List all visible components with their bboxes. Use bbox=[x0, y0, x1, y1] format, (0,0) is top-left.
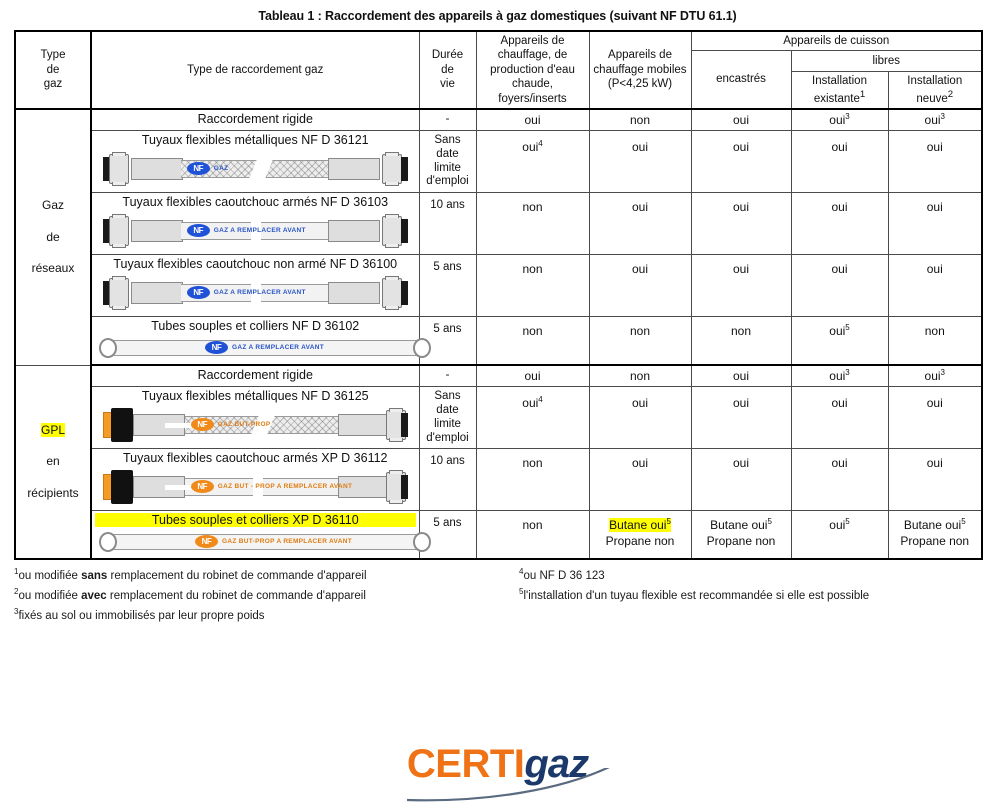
mobiles-cell: oui bbox=[589, 193, 691, 255]
connection-type-label: Tubes souples et colliers XP D 36110 bbox=[95, 513, 416, 527]
connection-type-label: Tubes souples et colliers NF D 36102 bbox=[151, 319, 360, 334]
mobiles-cell: oui bbox=[589, 131, 691, 193]
row-label-cell bbox=[91, 255, 419, 317]
chauffage-cell: non bbox=[476, 449, 589, 511]
group-label-gpl-recipients bbox=[15, 365, 91, 559]
chauffage-cell: oui bbox=[476, 109, 589, 131]
encastres-cell: oui bbox=[691, 131, 791, 193]
table-row bbox=[15, 365, 982, 387]
table-row bbox=[15, 131, 982, 193]
encastres-cell: oui bbox=[691, 193, 791, 255]
existante-cell: oui bbox=[791, 131, 888, 193]
duree-line-2: de bbox=[441, 63, 454, 76]
chauffage-cell: non bbox=[476, 317, 589, 366]
footnote-ref-1: 1 bbox=[859, 88, 866, 100]
duree-line-3: vie bbox=[440, 78, 455, 91]
footnote-4: $^4$ou NF D 36 123 bbox=[519, 567, 605, 583]
header-type-raccordement: Type de raccordement gaz bbox=[91, 31, 419, 109]
chauffage-cell: oui$^4$ bbox=[476, 387, 589, 449]
gas-connection-table bbox=[14, 30, 983, 560]
duree-cell: - bbox=[419, 109, 476, 131]
header-appareils-cuisson: Appareils de cuisson bbox=[691, 31, 982, 51]
header-line-2: de bbox=[46, 63, 60, 76]
header-libres: libres bbox=[791, 51, 982, 72]
duree-cell: 5 ans bbox=[419, 511, 476, 560]
header-type-de-gaz bbox=[15, 31, 91, 109]
row-label-cell bbox=[91, 449, 419, 511]
duree-cell: 10 ans bbox=[419, 193, 476, 255]
neuve-cell: non bbox=[888, 317, 982, 366]
rubber-plain-hose-blue-nf-icon bbox=[103, 273, 408, 313]
neuve-line-1: Butane oui$^5$ bbox=[903, 517, 966, 533]
neuve-cell: oui$^3$ bbox=[888, 109, 982, 131]
footnotes-left-column bbox=[14, 566, 494, 625]
ring-clamp-tube-orange-nf-icon bbox=[95, 529, 435, 555]
encastres-cell: oui bbox=[691, 449, 791, 511]
metal-braided-hose-orange-nf-icon bbox=[103, 405, 408, 445]
chauffage-cell: non bbox=[476, 193, 589, 255]
encastres-cell bbox=[691, 511, 791, 560]
duree-line-1: Durée bbox=[431, 49, 464, 62]
footnote-ref-2: 2 bbox=[947, 88, 954, 100]
encastres-line-2: Propane non bbox=[706, 534, 776, 549]
existante-cell: oui$^3$ bbox=[791, 109, 888, 131]
header-line-3: gaz bbox=[43, 78, 63, 91]
encastres-cell: oui bbox=[691, 109, 791, 131]
row-label-cell bbox=[91, 109, 419, 131]
group-label-line-2: de bbox=[46, 229, 60, 244]
chauffage-cell: oui$^4$ bbox=[476, 131, 589, 193]
mobiles-cell bbox=[589, 511, 691, 560]
neuve-cell: oui bbox=[888, 255, 982, 317]
nf-mark-icon: NF GAZ A REMPLACER AVANT bbox=[187, 224, 306, 237]
nf-mark-icon: NF GAZ bbox=[187, 162, 229, 175]
table-row bbox=[15, 387, 982, 449]
header-appareils-chauffage-mobiles: Appareils de chauffage mobiles (P<4,25 kW) bbox=[589, 31, 691, 109]
encastres-cell: oui bbox=[691, 387, 791, 449]
mobiles-cell: oui bbox=[589, 255, 691, 317]
group-label-line-1: Gaz bbox=[41, 198, 64, 213]
row-label-cell bbox=[91, 317, 419, 366]
encastres-cell: non bbox=[691, 317, 791, 366]
table-row bbox=[15, 193, 982, 255]
footnote-2: $^2$ou modifiée avec remplacement du robinet de commande d'appareil bbox=[14, 586, 366, 602]
connection-type-label: Raccordement rigide bbox=[197, 368, 313, 383]
chauffage-cell: oui bbox=[476, 365, 589, 387]
existante-cell: oui bbox=[791, 255, 888, 317]
mobiles-cell: non bbox=[589, 365, 691, 387]
footnote-1: $^1$ou modifiée sans remplacement du robinet de commande d'appareil bbox=[14, 567, 367, 583]
footnote-5: $^5$l'installation d'un tuyau flexible est recommandée si elle est possible bbox=[519, 586, 870, 602]
group-label-line-2: en bbox=[46, 454, 60, 469]
neuve-cell: oui$^3$ bbox=[888, 365, 982, 387]
connection-type-label: Tuyaux flexibles caoutchouc armés NF D 36103 bbox=[122, 195, 389, 210]
existante-cell: oui bbox=[791, 387, 888, 449]
chauffage-cell: non bbox=[476, 255, 589, 317]
footnote-3: $^3$fixés au sol ou immobilisés par leur propre poids bbox=[14, 606, 265, 622]
installation-existante-text: Installation existante bbox=[812, 75, 867, 105]
duree-cell: 10 ans bbox=[419, 449, 476, 511]
existante-cell: oui$^5$ bbox=[791, 511, 888, 560]
header-encastres: encastrés bbox=[691, 51, 791, 109]
duree-cell: Sans date limite d'emploi bbox=[419, 387, 476, 449]
table-row bbox=[15, 109, 982, 131]
nf-mark-icon: NF GAZ BUT-PROP bbox=[191, 418, 271, 431]
row-label-cell bbox=[91, 365, 419, 387]
neuve-cell: oui bbox=[888, 387, 982, 449]
connection-type-label: Tuyaux flexibles métalliques NF D 36125 bbox=[141, 389, 369, 404]
row-label-cell bbox=[91, 511, 419, 560]
nf-mark-icon: NF GAZ BUT-PROP A REMPLACER AVANT bbox=[195, 535, 352, 548]
neuve-cell: oui bbox=[888, 131, 982, 193]
neuve-cell: oui bbox=[888, 449, 982, 511]
group-label-line-3: réseaux bbox=[31, 260, 75, 275]
page-title: Tableau 1 : Raccordement des appareils à gaz domestiques (suivant NF DTU 61.1) bbox=[258, 9, 737, 23]
duree-cell: 5 ans bbox=[419, 317, 476, 366]
header-appareils-chauffage: Appareils de chauffage, de production d'eau chaude, foyers/inserts bbox=[476, 31, 589, 109]
table-row bbox=[15, 255, 982, 317]
logo-gaz-text: gaz bbox=[524, 742, 589, 786]
row-label-cell bbox=[91, 193, 419, 255]
encastres-line-1: Butane oui$^5$ bbox=[710, 517, 772, 533]
table-row bbox=[15, 449, 982, 511]
encastres-cell: oui bbox=[691, 255, 791, 317]
existante-cell: oui$^5$ bbox=[791, 317, 888, 366]
mobiles-cell: non bbox=[589, 317, 691, 366]
mobiles-cell: oui bbox=[589, 387, 691, 449]
table-row bbox=[15, 317, 982, 366]
footnotes-right-column bbox=[519, 566, 989, 605]
table-row bbox=[15, 511, 982, 560]
row-label-cell bbox=[91, 387, 419, 449]
encastres-cell: oui bbox=[691, 365, 791, 387]
table-header bbox=[15, 31, 982, 109]
group-label-gaz-reseaux bbox=[15, 109, 91, 365]
rubber-armed-hose-blue-nf-icon bbox=[103, 211, 408, 251]
mobiles-line-1: Butane oui$^5$ bbox=[609, 517, 671, 533]
row-label-cell bbox=[91, 131, 419, 193]
header-duree-de-vie bbox=[419, 31, 476, 109]
neuve-cell bbox=[888, 511, 982, 560]
ring-clamp-tube-blue-nf-icon bbox=[95, 335, 435, 361]
nf-mark-icon: NF GAZ A REMPLACER AVANT bbox=[187, 286, 306, 299]
mobiles-line-2: Propane non bbox=[605, 534, 675, 549]
nf-mark-icon: NF GAZ BUT - PROP A REMPLACER AVANT bbox=[191, 480, 353, 493]
connection-type-label: Tuyaux flexibles caoutchouc armés XP D 36112 bbox=[123, 451, 388, 466]
duree-cell: 5 ans bbox=[419, 255, 476, 317]
mobiles-cell: non bbox=[589, 109, 691, 131]
rubber-armed-hose-orange-nf-icon bbox=[103, 467, 408, 507]
mobiles-cell: oui bbox=[589, 449, 691, 511]
neuve-line-2: Propane non bbox=[900, 534, 970, 549]
duree-cell: Sans date limite d'emploi bbox=[419, 131, 476, 193]
certigaz-logo bbox=[0, 744, 995, 806]
logo-certi-text: CERTI bbox=[406, 742, 525, 786]
connection-type-label: Tuyaux flexibles caoutchouc non armé NF D 36100 bbox=[113, 257, 398, 272]
chauffage-cell: non bbox=[476, 511, 589, 560]
existante-cell: oui bbox=[791, 193, 888, 255]
footnotes bbox=[14, 566, 981, 628]
existante-cell: oui bbox=[791, 449, 888, 511]
existante-cell: oui$^3$ bbox=[791, 365, 888, 387]
header-installation-existante bbox=[791, 72, 888, 109]
header-line-1: Type bbox=[40, 49, 66, 62]
group-label-line-3: récipients bbox=[27, 485, 79, 500]
installation-neuve-text: Installation neuve bbox=[907, 75, 963, 105]
table-body bbox=[15, 109, 982, 559]
connection-type-label: Tuyaux flexibles métalliques NF D 36121 bbox=[141, 133, 369, 148]
nf-mark-icon: NF GAZ A REMPLACER AVANT bbox=[205, 341, 324, 354]
header-installation-neuve bbox=[888, 72, 982, 109]
metal-braided-hose-blue-nf-icon bbox=[103, 149, 408, 189]
connection-type-label: Raccordement rigide bbox=[197, 111, 313, 126]
duree-cell: - bbox=[419, 365, 476, 387]
neuve-cell: oui bbox=[888, 193, 982, 255]
group-label-line-1: GPL bbox=[40, 423, 65, 438]
